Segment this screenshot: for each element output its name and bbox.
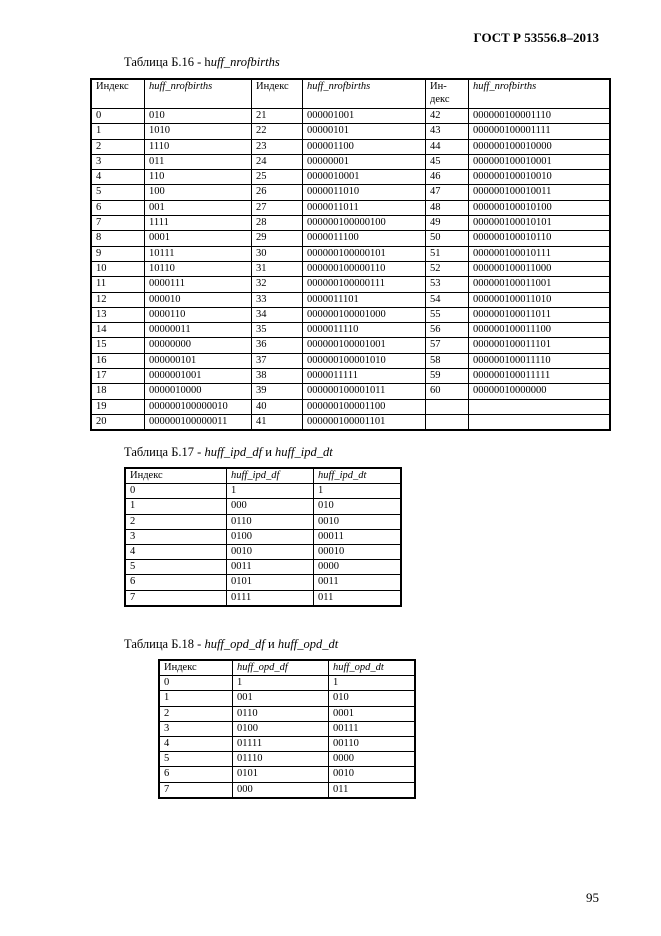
table-cell: 000 xyxy=(233,782,329,798)
table-cell: 000000100010010 xyxy=(469,170,611,185)
table-cell: 00000010000000 xyxy=(469,384,611,399)
table-cell: 6 xyxy=(159,767,233,782)
table-cell: 0 xyxy=(125,484,227,499)
table18-caption-name-b: huff_opd_dt xyxy=(277,637,339,651)
table-cell: 0100 xyxy=(227,529,314,544)
table-cell: 3 xyxy=(159,721,233,736)
table17-header: huff_ipd_dt xyxy=(314,468,402,484)
table18-header: Индекс xyxy=(159,660,233,676)
table-cell: 41 xyxy=(252,414,303,430)
table-row xyxy=(91,414,610,430)
table17-caption-name-b: huff_ipd_dt xyxy=(275,445,333,459)
table-cell: 000000100001001 xyxy=(303,338,426,353)
table17-caption-prefix: Таблица Б.17 - xyxy=(124,445,205,459)
table-row xyxy=(159,767,415,782)
table-row xyxy=(91,338,610,353)
table-row xyxy=(91,154,610,169)
table-cell: 45 xyxy=(426,154,469,169)
table-cell: 0101 xyxy=(227,575,314,590)
table-cell: 00110 xyxy=(329,736,416,751)
table-cell: 14 xyxy=(91,323,145,338)
table-cell: 000000100010001 xyxy=(469,154,611,169)
table-cell: 37 xyxy=(252,353,303,368)
table-cell: 1 xyxy=(233,676,329,691)
table-row xyxy=(125,529,401,544)
table-cell: 000000100010100 xyxy=(469,200,611,215)
table-row xyxy=(125,590,401,606)
table-cell: 000000100011110 xyxy=(469,353,611,368)
table-cell: 3 xyxy=(91,154,145,169)
table-row xyxy=(91,369,610,384)
table-cell: 57 xyxy=(426,338,469,353)
table-cell: 0100 xyxy=(233,721,329,736)
table-cell: 000010 xyxy=(145,292,252,307)
table-cell: 1 xyxy=(227,484,314,499)
table-cell: 100 xyxy=(145,185,252,200)
table-cell: 9 xyxy=(91,246,145,261)
table-cell: 0011 xyxy=(227,560,314,575)
table-cell: 49 xyxy=(426,216,469,231)
table-cell: 4 xyxy=(159,736,233,751)
table17-header: huff_ipd_df xyxy=(227,468,314,484)
table-cell: 26 xyxy=(252,185,303,200)
table-cell: 34 xyxy=(252,307,303,322)
table-row xyxy=(159,706,415,721)
table16-header: Ин- декс xyxy=(426,79,469,109)
table-cell: 0011 xyxy=(314,575,402,590)
table-row xyxy=(125,575,401,590)
table-cell: 0000011111 xyxy=(303,369,426,384)
table-cell: 0000 xyxy=(314,560,402,575)
table-cell: 0010 xyxy=(314,514,402,529)
table-row xyxy=(91,200,610,215)
table-row xyxy=(125,484,401,499)
table-cell xyxy=(469,414,611,430)
table-cell: 40 xyxy=(252,399,303,414)
table-cell: 52 xyxy=(426,261,469,276)
table-cell: 000000100000101 xyxy=(303,246,426,261)
table-cell: 5 xyxy=(125,560,227,575)
table-row xyxy=(91,124,610,139)
table-cell: 000000100001101 xyxy=(303,414,426,430)
table-cell: 011 xyxy=(145,154,252,169)
table-cell: 000000100010000 xyxy=(469,139,611,154)
table-row xyxy=(91,170,610,185)
table-cell: 000000101 xyxy=(145,353,252,368)
table18-caption xyxy=(124,637,338,652)
table-cell: 47 xyxy=(426,185,469,200)
table-cell: 36 xyxy=(252,338,303,353)
table-cell: 2 xyxy=(91,139,145,154)
table-cell: 000000100010111 xyxy=(469,246,611,261)
table-cell: 4 xyxy=(91,170,145,185)
table17-caption xyxy=(124,445,333,460)
table-cell: 000000100011010 xyxy=(469,292,611,307)
table-row xyxy=(91,109,610,124)
table-cell: 0001 xyxy=(145,231,252,246)
table-cell: 000000100001111 xyxy=(469,124,611,139)
table-cell: 30 xyxy=(252,246,303,261)
table-cell: 6 xyxy=(125,575,227,590)
table-cell: 24 xyxy=(252,154,303,169)
table-cell: 15 xyxy=(91,338,145,353)
table17-caption-name-a: huff_ipd_df xyxy=(204,445,263,459)
table-cell: 0001 xyxy=(329,706,416,721)
table-cell: 10 xyxy=(91,261,145,276)
table-cell: 12 xyxy=(91,292,145,307)
table-cell: 7 xyxy=(125,590,227,606)
table-cell: 7 xyxy=(159,782,233,798)
table-b18 xyxy=(158,659,416,799)
table-cell: 000000100001000 xyxy=(303,307,426,322)
table-cell: 1010 xyxy=(145,124,252,139)
table16-body xyxy=(91,109,610,431)
table-cell: 000000100001010 xyxy=(303,353,426,368)
table18-caption-name-a: huff_opd_df xyxy=(204,637,265,651)
table-cell: 6 xyxy=(91,200,145,215)
table18-header-row xyxy=(159,660,415,676)
table-cell: 001 xyxy=(233,691,329,706)
table-cell: 00111 xyxy=(329,721,416,736)
table-cell xyxy=(426,399,469,414)
table18-header: huff_opd_dt xyxy=(329,660,416,676)
table-cell: 1 xyxy=(91,124,145,139)
table17-header-row xyxy=(125,468,401,484)
table-cell: 0000011110 xyxy=(303,323,426,338)
table-row xyxy=(91,139,610,154)
table-cell: 28 xyxy=(252,216,303,231)
table-cell: 000000100011100 xyxy=(469,323,611,338)
table17-caption-and: и xyxy=(262,445,276,459)
table-cell: 000000100011000 xyxy=(469,261,611,276)
table-cell: 1 xyxy=(125,499,227,514)
table-row xyxy=(125,514,401,529)
table-row xyxy=(91,261,610,276)
table-cell: 0000011010 xyxy=(303,185,426,200)
table-cell: 21 xyxy=(252,109,303,124)
table-cell: 00000101 xyxy=(303,124,426,139)
page-number: 95 xyxy=(586,890,599,905)
table-b16 xyxy=(90,78,611,431)
table-cell: 32 xyxy=(252,277,303,292)
table-cell: 31 xyxy=(252,261,303,276)
table-cell: 00010 xyxy=(314,544,402,559)
table18-caption-and: и xyxy=(264,637,278,651)
table-cell: 000000100011001 xyxy=(469,277,611,292)
table-cell: 01110 xyxy=(233,752,329,767)
table-cell: 0000011100 xyxy=(303,231,426,246)
table18-caption-prefix: Таблица Б.18 - xyxy=(124,637,205,651)
table-cell: 0111 xyxy=(227,590,314,606)
table-cell: 00011 xyxy=(314,529,402,544)
table-cell: 010 xyxy=(145,109,252,124)
table-cell: 0000011011 xyxy=(303,200,426,215)
table-cell: 1110 xyxy=(145,139,252,154)
table-cell: 27 xyxy=(252,200,303,215)
table-cell: 46 xyxy=(426,170,469,185)
table-cell: 29 xyxy=(252,231,303,246)
table-cell: 000000100000100 xyxy=(303,216,426,231)
table-cell: 5 xyxy=(91,185,145,200)
table-row xyxy=(91,384,610,399)
table16-header: huff_nrofbirths xyxy=(303,79,426,109)
table-cell: 48 xyxy=(426,200,469,215)
table-b17 xyxy=(124,467,402,607)
table-cell: 00000011 xyxy=(145,323,252,338)
table-row xyxy=(91,231,610,246)
table-cell: 000000100011111 xyxy=(469,369,611,384)
table-cell: 0110 xyxy=(233,706,329,721)
table-cell xyxy=(426,414,469,430)
table-cell: 0000 xyxy=(329,752,416,767)
table-cell: 39 xyxy=(252,384,303,399)
table-cell: 11 xyxy=(91,277,145,292)
table-row xyxy=(91,216,610,231)
table-row xyxy=(159,676,415,691)
table-cell: 000 xyxy=(227,499,314,514)
table-cell: 000000100000110 xyxy=(303,261,426,276)
table-cell: 000000100001100 xyxy=(303,399,426,414)
table-cell: 000000100011101 xyxy=(469,338,611,353)
table-cell: 59 xyxy=(426,369,469,384)
table-cell: 000001001 xyxy=(303,109,426,124)
table-cell: 16 xyxy=(91,353,145,368)
table-cell: 011 xyxy=(329,782,416,798)
table17-header: Индекс xyxy=(125,468,227,484)
table-cell: 4 xyxy=(125,544,227,559)
table-cell: 56 xyxy=(426,323,469,338)
table16-header-row xyxy=(91,79,610,109)
table-row xyxy=(91,246,610,261)
table-cell: 33 xyxy=(252,292,303,307)
table-cell: 0000001001 xyxy=(145,369,252,384)
table18-header: huff_opd_df xyxy=(233,660,329,676)
table-cell: 0000010001 xyxy=(303,170,426,185)
table-row xyxy=(91,399,610,414)
table-row xyxy=(159,691,415,706)
table-cell: 13 xyxy=(91,307,145,322)
table-cell: 000000100010101 xyxy=(469,216,611,231)
table-cell xyxy=(469,399,611,414)
table-cell: 000000100001110 xyxy=(469,109,611,124)
table-row xyxy=(125,560,401,575)
table16-caption-prefix: Таблица Б.16 - h xyxy=(124,55,211,69)
table-cell: 10110 xyxy=(145,261,252,276)
table-cell: 0000111 xyxy=(145,277,252,292)
table18-body xyxy=(159,676,415,798)
table-row xyxy=(91,292,610,307)
table-cell: 50 xyxy=(426,231,469,246)
table-cell: 42 xyxy=(426,109,469,124)
table-cell: 000000100001011 xyxy=(303,384,426,399)
table-row xyxy=(125,499,401,514)
table-cell: 20 xyxy=(91,414,145,430)
table-cell: 010 xyxy=(329,691,416,706)
table-cell: 000000100010110 xyxy=(469,231,611,246)
table-cell: 58 xyxy=(426,353,469,368)
table-cell: 17 xyxy=(91,369,145,384)
table-cell: 000000100010011 xyxy=(469,185,611,200)
table-cell: 0 xyxy=(159,676,233,691)
table-cell: 01111 xyxy=(233,736,329,751)
table-cell: 38 xyxy=(252,369,303,384)
table-cell: 000000100000010 xyxy=(145,399,252,414)
table17-body xyxy=(125,484,401,606)
table-cell: 2 xyxy=(125,514,227,529)
table-cell: 19 xyxy=(91,399,145,414)
table-row xyxy=(91,185,610,200)
table16-caption-name: uff_nrofbirths xyxy=(210,55,280,69)
table-cell: 44 xyxy=(426,139,469,154)
table-cell: 0101 xyxy=(233,767,329,782)
table-cell: 7 xyxy=(91,216,145,231)
table16-header: huff_nrofbirths xyxy=(145,79,252,109)
table16-header: huff_nrofbirths xyxy=(469,79,611,109)
table-cell: 8 xyxy=(91,231,145,246)
table-row xyxy=(91,353,610,368)
table-cell: 10111 xyxy=(145,246,252,261)
table-cell: 51 xyxy=(426,246,469,261)
table-cell: 54 xyxy=(426,292,469,307)
table-cell: 000001100 xyxy=(303,139,426,154)
table16-header: Индекс xyxy=(252,79,303,109)
table-cell: 18 xyxy=(91,384,145,399)
table-row xyxy=(159,752,415,767)
table-cell: 010 xyxy=(314,499,402,514)
table-cell: 25 xyxy=(252,170,303,185)
table-row xyxy=(159,736,415,751)
table-cell: 000000100000011 xyxy=(145,414,252,430)
standard-number: ГОСТ Р 53556.8–2013 xyxy=(473,30,599,45)
table-cell: 53 xyxy=(426,277,469,292)
table-cell: 011 xyxy=(314,590,402,606)
table-cell: 000000100011011 xyxy=(469,307,611,322)
table-cell: 0 xyxy=(91,109,145,124)
table-cell: 000000100000111 xyxy=(303,277,426,292)
table-row xyxy=(91,323,610,338)
table-cell: 1 xyxy=(329,676,416,691)
table16-header: Индекс xyxy=(91,79,145,109)
table-cell: 0110 xyxy=(227,514,314,529)
table-cell: 0000010000 xyxy=(145,384,252,399)
table-cell: 1 xyxy=(159,691,233,706)
table-row xyxy=(159,782,415,798)
table-cell: 5 xyxy=(159,752,233,767)
table-cell: 1 xyxy=(314,484,402,499)
table-cell: 001 xyxy=(145,200,252,215)
table-cell: 0010 xyxy=(227,544,314,559)
table-cell: 00000001 xyxy=(303,154,426,169)
table-row xyxy=(91,277,610,292)
table-cell: 3 xyxy=(125,529,227,544)
table-row xyxy=(125,544,401,559)
table-cell: 35 xyxy=(252,323,303,338)
table-cell: 0000011101 xyxy=(303,292,426,307)
table-cell: 00000000 xyxy=(145,338,252,353)
table-cell: 2 xyxy=(159,706,233,721)
table-cell: 43 xyxy=(426,124,469,139)
table-cell: 23 xyxy=(252,139,303,154)
table-cell: 110 xyxy=(145,170,252,185)
table-row xyxy=(159,721,415,736)
table-cell: 22 xyxy=(252,124,303,139)
table-cell: 0000110 xyxy=(145,307,252,322)
table-cell: 60 xyxy=(426,384,469,399)
table-cell: 55 xyxy=(426,307,469,322)
table-cell: 1111 xyxy=(145,216,252,231)
table-cell: 0010 xyxy=(329,767,416,782)
table16-caption xyxy=(124,55,280,70)
table-row xyxy=(91,307,610,322)
